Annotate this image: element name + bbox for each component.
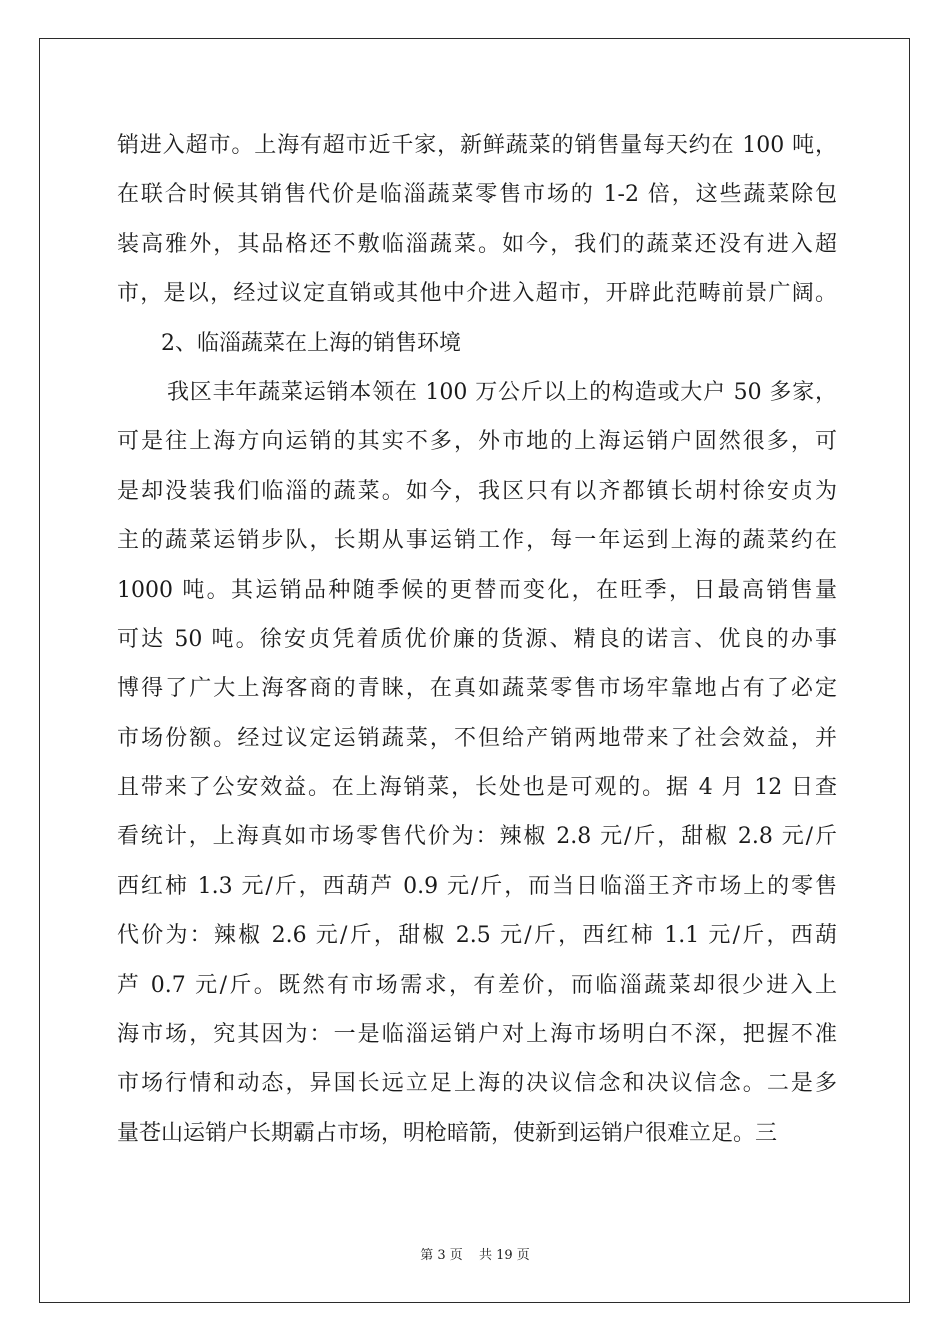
text-line: 量苍山运销户长期霸占市场，明枪暗箭，使新到运销户很难立足。三 — [117, 1120, 778, 1146]
text-line: 代价为：辣椒 2.6 元/斤，甜椒 2.5 元/斤，西红柿 1.1 元/斤，西葫 — [117, 923, 837, 949]
text-line: 1000 吨。其运销品种随季候的更替而变化，在旺季，日最高销售量 — [117, 577, 837, 603]
document-body — [117, 121, 837, 1158]
text-line: 装高雅外，其品格还不敷临淄蔬菜。如今，我们的蔬菜还没有进入超 — [117, 231, 837, 257]
text-line: 且带来了公安效益。在上海销菜，长处也是可观的。据 4 月 12 日查 — [117, 775, 837, 801]
text-line: 在联合时候其销售代价是临淄蔬菜零售市场的 1-2 倍，这些蔬菜除包 — [117, 182, 837, 208]
page-total: 共 19 页 — [478, 1248, 530, 1263]
page-footer — [0, 1244, 950, 1263]
text-line: 西红柿 1.3 元/斤，西葫芦 0.9 元/斤，而当日临淄王齐市场上的零售 — [117, 873, 837, 899]
text-line: 看统计，上海真如市场零售代价为：辣椒 2.8 元/斤，甜椒 2.8 元/斤 — [117, 824, 837, 850]
text-line: 可是往上海方向运销的其实不多，外市地的上海运销户固然很多，可 — [117, 429, 837, 455]
text-line: 芦 0.7 元/斤。既然有市场需求，有差价，而临淄蔬菜却很少进入上 — [117, 972, 837, 998]
text-line: 是却没装我们临淄的蔬菜。如今，我区只有以齐都镇长胡村徐安贞为 — [117, 478, 837, 504]
section-heading: 2、临淄蔬菜在上海的销售环境 — [161, 330, 461, 356]
text-line: 我区丰年蔬菜运销本领在 100 万公斤以上的构造或大户 50 多家， — [167, 379, 837, 405]
text-line: 海市场，究其因为：一是临淄运销户对上海市场明白不深，把握不准 — [117, 1022, 837, 1048]
text-line: 市场行情和动态，异国长远立足上海的决议信念和决议信念。二是多 — [117, 1071, 837, 1097]
text-line: 博得了广大上海客商的青睐，在真如蔬菜零售市场牢靠地占有了必定 — [117, 676, 837, 702]
text-line: 可达 50 吨。徐安贞凭着质优价廉的货源、精良的诺言、优良的办事 — [117, 626, 837, 652]
text-line: 市，是以，经过议定直销或其他中介进入超市，开辟此范畴前景广阔。 — [117, 281, 837, 307]
page-number: 第 3 页 — [420, 1248, 463, 1263]
text-line: 销进入超市。上海有超市近千家，新鲜蔬菜的销售量每天约在 100 吨， — [117, 133, 837, 158]
text-line: 主的蔬菜运销步队，长期从事运销工作，每一年运到上海的蔬菜约在 — [117, 528, 837, 554]
text-line: 市场份额。经过议定运销蔬菜，不但给产销两地带来了社会效益，并 — [117, 725, 837, 751]
